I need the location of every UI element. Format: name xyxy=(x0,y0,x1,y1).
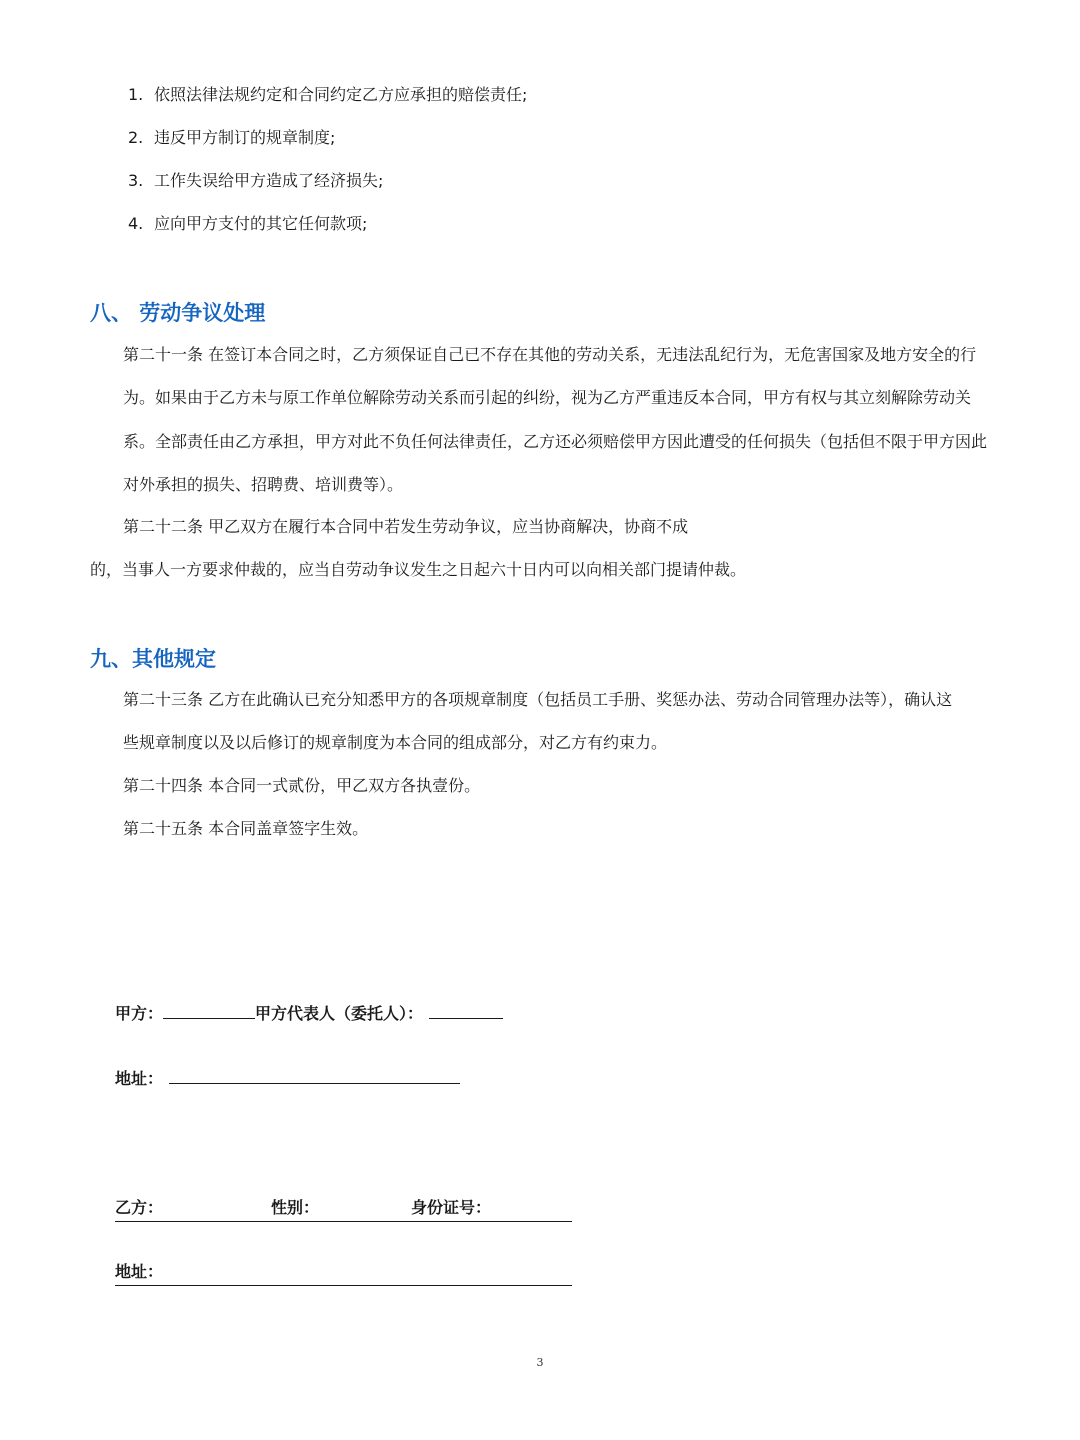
list-item xyxy=(128,211,527,254)
party-b-label: 乙方： xyxy=(115,1198,164,1217)
liability-list xyxy=(128,82,527,254)
list-item-number: 3. xyxy=(128,171,144,190)
article-25: 第二十五条 本合同盖章签字生效。 xyxy=(123,819,369,838)
article-24: 第二十四条 本合同一式贰份，甲乙双方各执壹份。 xyxy=(123,776,481,795)
article-23-line-2: 些规章制度以及以后修订的规章制度为本合同的组成部分，对乙方有约束力。 xyxy=(123,733,668,752)
list-item-text: 依照法律法规约定和合同约定乙方应承担的赔偿责任; xyxy=(154,85,528,104)
section-8-heading: 八、 劳动争议处理 xyxy=(90,301,266,325)
list-item-number: 4. xyxy=(128,214,144,233)
list-item-number: 2. xyxy=(128,128,144,147)
party-b-address-row xyxy=(115,1259,572,1286)
section-9-heading: 九、其他规定 xyxy=(90,647,216,671)
party-a-rep-label: 甲方代表人（委托人）： xyxy=(255,1004,424,1023)
party-a-address-row xyxy=(115,1065,460,1091)
id-number-label: 身份证号： xyxy=(411,1198,492,1217)
list-item-number: 1. xyxy=(128,85,144,104)
party-a-address-label: 地址： xyxy=(115,1069,164,1088)
party-b-address-label: 地址： xyxy=(115,1262,164,1281)
party-a-row xyxy=(115,1000,503,1026)
article-21-text: 第二十一条 在签订本合同之时，乙方须保证自己已不存在其他的劳动关系，无违法乱纪行为，无危害国家及地方安全的行为。如果由于乙方未与原工作单位解除劳动关系而引起的纠纷，视为乙方严重违反本合同，甲方有权与其立刻解除劳动关系。全部责任由乙方承担，甲方对此不负任何法律责任，乙方还必须赔偿甲方因此遭受的任何损失（包括但不限于甲方因此对外承担的损失、招聘费、培训费等）。 xyxy=(123,345,988,494)
article-22-line-1: 第二十二条 甲乙双方在履行本合同中若发生劳动争议，应当协商解决，协商不成 xyxy=(123,517,689,536)
list-item xyxy=(128,125,527,168)
party-a-address-blank[interactable] xyxy=(169,1065,460,1084)
party-b-row xyxy=(115,1195,572,1222)
gender-label: 性别： xyxy=(271,1198,320,1217)
article-23-line-1: 第二十三条 乙方在此确认已充分知悉甲方的各项规章制度（包括员工手册、奖惩办法、劳动合同管理办法等），确认这 xyxy=(123,690,953,709)
list-item xyxy=(128,82,527,125)
list-item-text: 工作失误给甲方造成了经济损失; xyxy=(154,171,384,190)
list-item-text: 违反甲方制订的规章制度; xyxy=(154,128,336,147)
list-item xyxy=(128,168,527,211)
article-21 xyxy=(90,333,990,506)
page-number: 3 xyxy=(536,1356,544,1369)
article-22-line-2: 的，当事人一方要求仲裁的，应当自劳动争议发生之日起六十日内可以向相关部门提请仲裁。 xyxy=(90,560,747,579)
party-a-label: 甲方： xyxy=(115,1004,164,1023)
party-a-blank[interactable] xyxy=(163,1000,255,1019)
party-a-rep-blank[interactable] xyxy=(429,1000,503,1019)
list-item-text: 应向甲方支付的其它任何款项; xyxy=(154,214,368,233)
